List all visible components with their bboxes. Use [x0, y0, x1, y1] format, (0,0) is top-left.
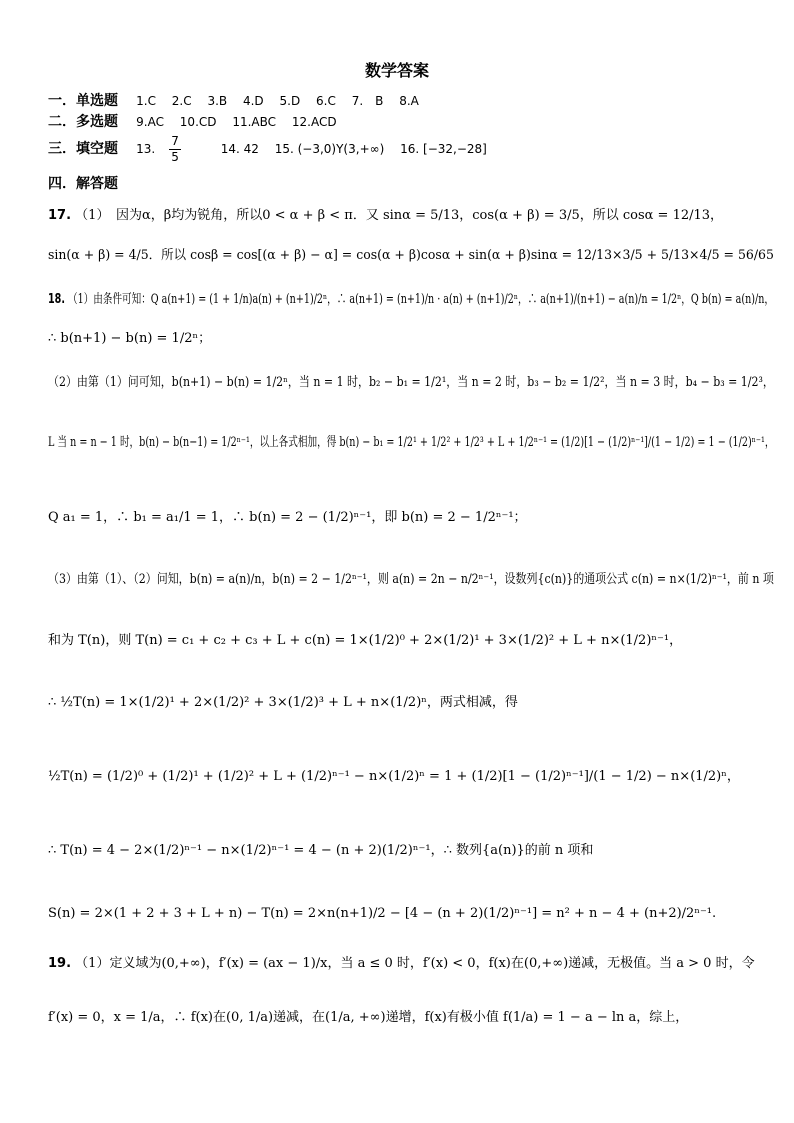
- q18-line-10: ∴ T(n) = 4 − 2×(1/2)ⁿ⁻¹ − n×(1/2)ⁿ⁻¹ = 4 − (n + 2)(1/2)ⁿ⁻¹，∴ 数列{a(n)}的前 n 项和: [48, 843, 594, 858]
- q18-line-11: S(n) = 2×(1 + 2 + 3 + L + n) − T(n) = 2×n(n+1)/2 − [4 − (n + 2)(1/2)ⁿ⁻¹] = n² + n − 4 + (n+2)/2ⁿ⁻¹.: [48, 906, 717, 921]
- q19-line-1: [48, 955, 755, 973]
- section-label: 一．单选题: [48, 93, 118, 109]
- q18-line-9: ½T(n) = (1/2)⁰ + (1/2)¹ + (1/2)² + L + (1/2)ⁿ⁻¹ − n×(1/2)ⁿ = 1 + (1/2)[1 − (1/2)ⁿ⁻¹]/(1 − 1/2) − n×(1/2)ⁿ，: [48, 769, 740, 784]
- q18-line-3: （2）由第（1）问可知，b(n+1) − b(n) = 1/2ⁿ，当 n = 1 时，b₂ − b₁ = 1/2¹，当 n = 2 时，b₃ − b₂ = 1/2²，当 n = 3 时，b₄ − b₃ = 1/2³，: [48, 375, 774, 390]
- solution-text: （1） 因为α，β均为锐角，所以0 < α + β < π．又 sinα = 5/13，cos(α + β) = 3/5，所以 cosα = 12/13，: [75, 208, 724, 223]
- answer-7: 7. B: [351, 94, 384, 108]
- section-solutions: [48, 175, 118, 194]
- q18-line-6: （3）由第（1）、（2）问知，b(n) = a(n)/n，b(n) = 2 − 1/2ⁿ⁻¹，则 a(n) = 2n − n/2ⁿ⁻¹，设数列{c(n)}的通项公式 c(n) = n×(1/2)ⁿ⁻¹，前 n 项: [48, 572, 774, 587]
- q18-line-8: ∴ ½T(n) = 1×(1/2)¹ + 2×(1/2)² + 3×(1/2)³ + L + n×(1/2)ⁿ，两式相减，得: [48, 695, 518, 710]
- q18-line-2: ∴ b(n+1) − b(n) = 1/2ⁿ；: [48, 331, 212, 346]
- answer-15: 15. (−3,0)Y(3,+∞): [274, 142, 385, 156]
- q18-line-1: [48, 291, 774, 309]
- page-title: 数学答案: [364, 61, 429, 80]
- q17-line-1: [48, 207, 723, 225]
- question-number: 17.: [48, 208, 72, 223]
- q19-line-2: f′(x) = 0，x = 1/a，∴ f(x)在(0, 1/a)递减，在(1/a, +∞)递增，f(x)有极小值 f(1/a) = 1 − a − ln a，综上，: [48, 1010, 689, 1025]
- question-number: 18.: [48, 292, 65, 307]
- answer-8: 8.A: [399, 94, 419, 108]
- section-label: 四．解答题: [48, 176, 118, 192]
- answer-13: 13. $\frac{7}{5}$: [136, 134, 179, 164]
- solution-text: （1）定义域为(0,+∞)，f′(x) = (ax − 1)/x，当 a ≤ 0 时，f′(x) < 0，f(x)在(0,+∞)递减，无极值。当 a > 0 时，令: [75, 956, 755, 971]
- section-label: 三．填空题: [48, 141, 118, 157]
- answer-14: 14. 42: [220, 142, 259, 156]
- single-choice-answers: [136, 94, 431, 108]
- section-single-choice: [48, 92, 431, 111]
- q17-line-2: sin(α + β) = 4/5．所以 cosβ = cos[(α + β) − α] = cos(α + β)cosα + sin(α + β)sinα = 12/13×3/5 + 5/13×4/5 = 56/65: [48, 248, 774, 263]
- section-multi-choice: [48, 113, 349, 132]
- section-fill-blank: [48, 134, 499, 165]
- q18-line-4: L 当 n = n − 1 时，b(n) − b(n−1) = 1/2ⁿ⁻¹，以上各式相加，得 b(n) − b₁ = 1/2¹ + 1/2² + 1/2³ + L + 1/2ⁿ⁻¹ = (1/2)[1 − (1/2)ⁿ⁻¹]/(1 − 1/2) = 1 − (1/2)ⁿ⁻¹，: [48, 435, 775, 450]
- answer-1: 1.C: [136, 94, 156, 108]
- section-label: 二．多选题: [48, 114, 118, 130]
- solution-text: （1）由条件可知：Q a(n+1) = (1 + 1/n)a(n) + (n+1)/2ⁿ，∴ a(n+1) = (n+1)/n · a(n) + (n+1)/2ⁿ，∴ a(n+1)/(n+1) − a(n)/n = 1/2ⁿ，Q b(n) = a(n)/n，: [68, 292, 774, 307]
- answer-12: 12.ACD: [291, 115, 337, 129]
- answer-5: 5.D: [279, 94, 301, 108]
- answer-3: 3.B: [207, 94, 228, 108]
- multi-choice-answers: [136, 115, 348, 129]
- answer-11: 11.ABC: [232, 115, 277, 129]
- question-number: 19.: [48, 956, 72, 971]
- answer-10: 10.CD: [179, 115, 217, 129]
- answer-4: 4.D: [242, 94, 264, 108]
- answer-9: 9.AC: [136, 115, 164, 129]
- answer-16: 16. [−32,−28]: [400, 142, 487, 156]
- answer-6: 6.C: [316, 94, 336, 108]
- q18-line-5: Q a₁ = 1，∴ b₁ = a₁/1 = 1，∴ b(n) = 2 − (1/2)ⁿ⁻¹，即 b(n) = 2 − 1/2ⁿ⁻¹；: [48, 510, 527, 525]
- fill-blank-answers: [136, 134, 499, 164]
- q18-line-7: 和为 T(n)，则 T(n) = c₁ + c₂ + c₃ + L + c(n) = 1×(1/2)⁰ + 2×(1/2)¹ + 3×(1/2)² + L + n×(1/2)ⁿ⁻¹，: [48, 633, 683, 648]
- answer-2: 2.C: [171, 94, 192, 108]
